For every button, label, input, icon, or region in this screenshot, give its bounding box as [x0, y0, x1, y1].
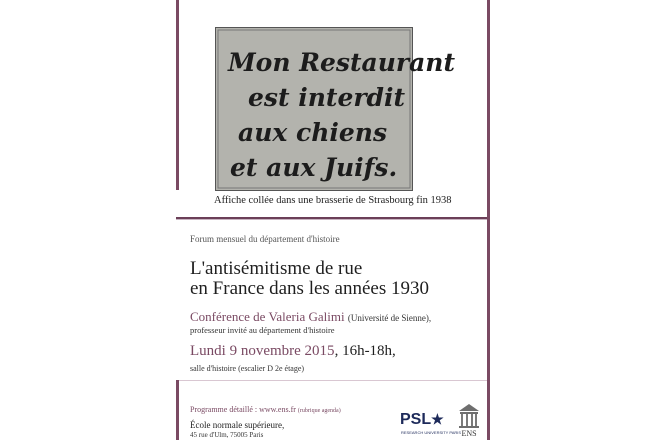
lecture-title: [190, 259, 429, 299]
event-room: salle d'histoire (escalier D 2e étage): [190, 364, 305, 373]
ens-logo: [457, 402, 481, 440]
divider-band-light: [176, 219, 487, 220]
forum-label: Forum mensuel du département d'histoire: [190, 234, 340, 244]
poster-left-bottom-bar: [176, 380, 179, 440]
school-name: École normale supérieure,: [190, 420, 285, 430]
sign-text-graphic: [216, 28, 456, 190]
school-address: 45 rue d'Ulm, 75005 Paris: [190, 431, 264, 439]
sign-line-4: et aux Juifs.: [230, 153, 398, 182]
psl-logo-text: PSL: [400, 411, 432, 428]
event-day: Lundi 9 novembre 2015: [190, 343, 335, 359]
ens-logo-text: ENS: [461, 429, 477, 438]
sign-line-1: Mon Restaurant: [228, 48, 456, 77]
sign-line-3: aux chiens: [238, 118, 388, 147]
speaker-affiliation: (Université de Sienne),: [347, 313, 432, 323]
photo-caption: Affiche collée dans une brasserie de Strasbourg fin 1938: [214, 195, 452, 206]
speaker-line: [190, 309, 431, 325]
sign-photo: [215, 27, 456, 191]
ens-roof-icon: [459, 404, 479, 411]
event-date: [190, 343, 396, 360]
title-line-2: en France dans les années 1930: [190, 278, 430, 299]
psl-logo: [400, 411, 444, 429]
speaker-name: Conférence de Valeria Galimi: [190, 309, 345, 324]
sign-line-2: est interdit: [248, 83, 406, 112]
program-info: [190, 405, 341, 414]
title-line-1: L'antisémitisme de rue: [190, 258, 363, 279]
star-icon: ★: [431, 411, 444, 427]
program-link[interactable]: Programme détaillé : www.ens.fr: [190, 405, 296, 414]
poster-left-bar: [176, 0, 179, 190]
program-note: (rubrique agenda): [297, 408, 341, 414]
speaker-role: professeur invité au département d'histoire: [190, 325, 335, 335]
poster-right-bar: [487, 0, 490, 440]
footer-divider: [176, 380, 487, 381]
event-hours: , 16h-18h,: [334, 343, 396, 359]
psl-logo-subtitle: RESEARCH UNIVERSITY PARIS: [401, 430, 462, 435]
